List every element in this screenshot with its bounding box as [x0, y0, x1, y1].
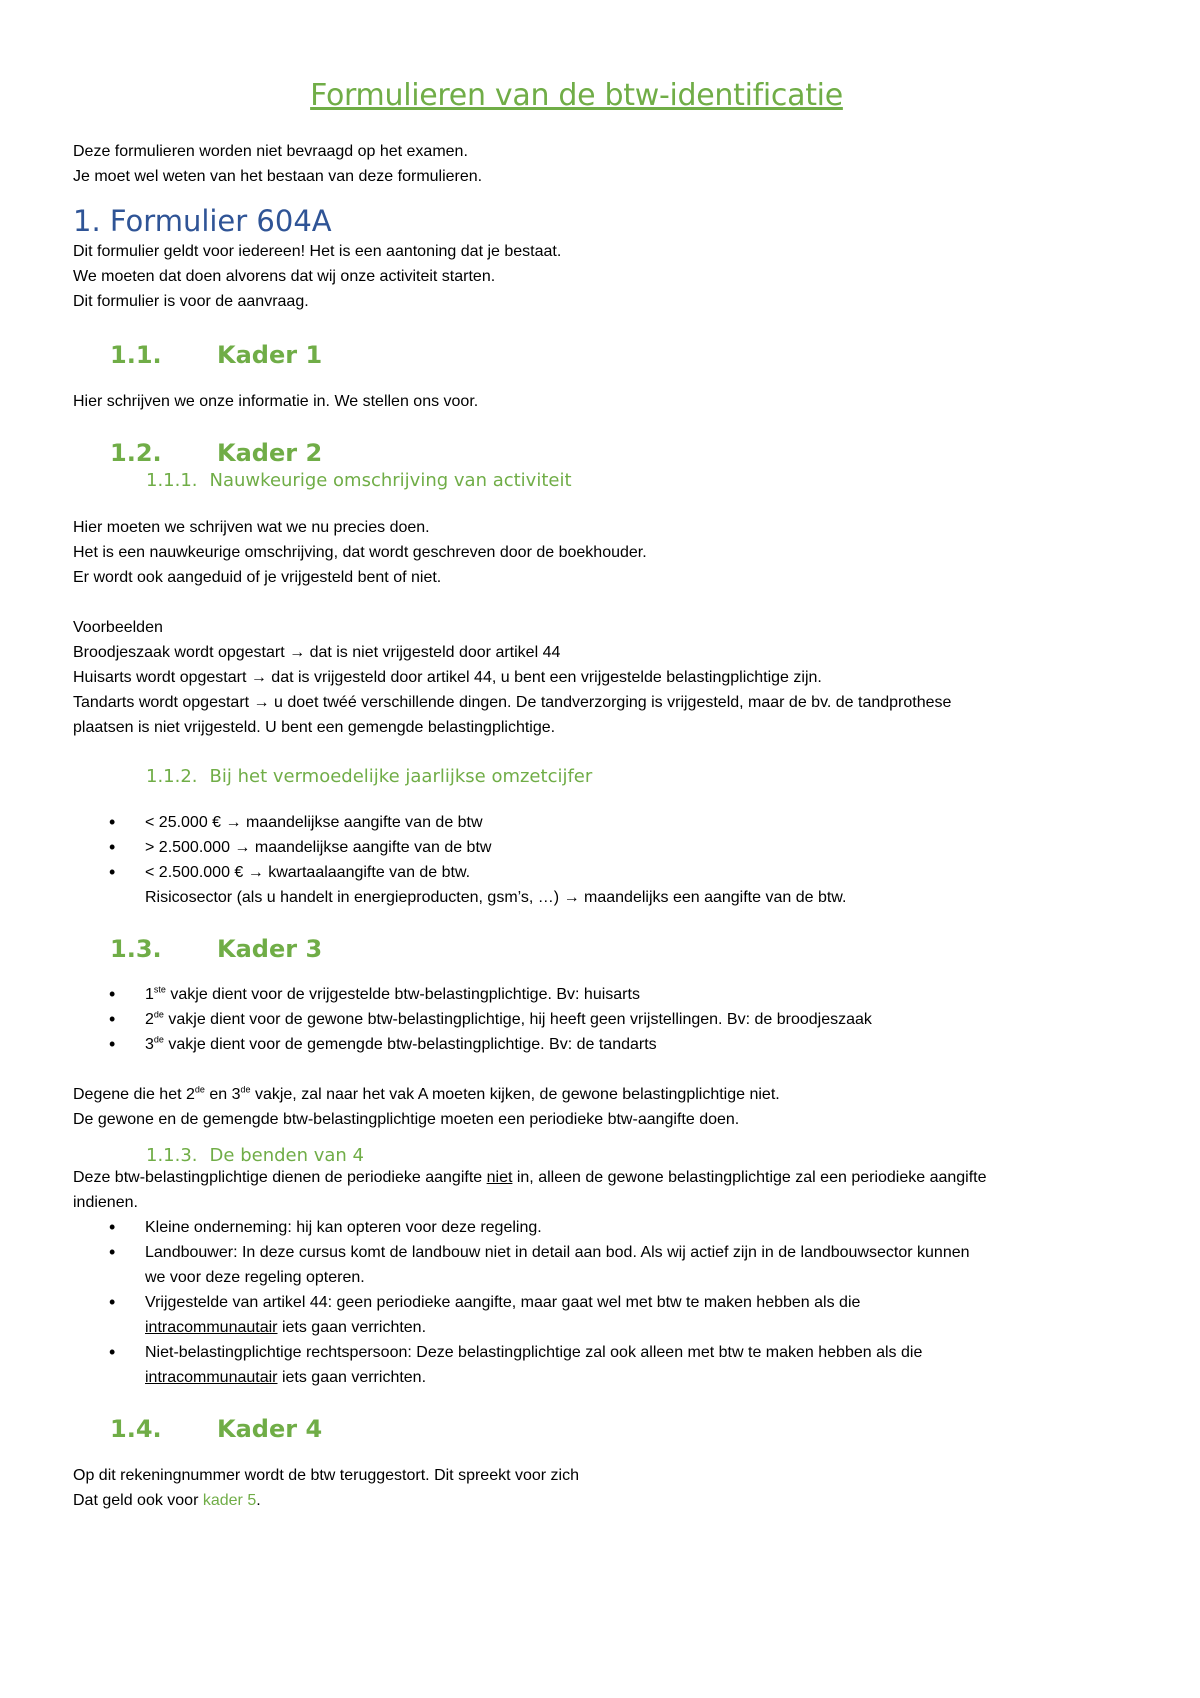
benden-intro-line-1: Deze btw-belastingplichtige dienen de periodieke aangifte niet in, alleen de gewone belastingplichtige zal een periodieke aangifte: [73, 1169, 987, 1186]
heading-number: 1.3.: [110, 935, 162, 963]
subheading-label: Bij het vermoedelijke jaarlijkse omzetcijfer: [209, 766, 593, 787]
vakjes-bullet-list: [73, 982, 1080, 1057]
examples-title: Voorbeelden: [73, 619, 163, 636]
list-item: • > 2.500.000 → maandelijkse aangifte van de btw: [73, 835, 1080, 860]
example-line-2: Huisarts wordt opgestart → dat is vrijgesteld door artikel 44, u bent een vrijgestelde belastingplichtige zijn.: [73, 669, 822, 686]
kader1-text: Hier schrijven we onze informatie in. We stellen ons voor.: [73, 393, 479, 410]
kader4-line-1: Op dit rekeningnummer wordt de btw teruggestort. Dit spreekt voor zich: [73, 1467, 579, 1484]
list-item: • Landbouwer: In deze cursus komt de landbouw niet in detail aan bod. Als wij actief zijn in de landbouwsector kunnen we voor deze regeling opteren.: [73, 1240, 1080, 1290]
risicosector-line: Risicosector (als u handelt in energieproducten, gsm’s, …) → maandelijks een aangifte van de btw.: [145, 889, 847, 906]
list-item: • < 25.000 € → maandelijkse aangifte van de btw: [73, 810, 1080, 835]
omzet-bullet-list: [73, 810, 1080, 885]
intro-line-2: Je moet wel weten van het bestaan van deze formulieren.: [73, 168, 483, 185]
benden-bullet-list: [73, 1215, 1080, 1390]
heading-label: Kader 2: [217, 439, 323, 467]
section1-line-3: Dit formulier is voor de aanvraag.: [73, 293, 309, 310]
kader2-line-2: Het is een nauwkeurige omschrijving, dat wordt geschreven door de boekhouder.: [73, 544, 647, 561]
example-line-4: plaatsen is niet vrijgesteld. U bent een gemengde belastingplichtige.: [73, 719, 556, 736]
section-heading-formulier-604a: 1. Formulier 604A: [73, 204, 332, 238]
heading-number: 1.4.: [110, 1415, 162, 1443]
heading-number: 1.2.: [110, 439, 162, 467]
subheading-omzetcijfer: [146, 764, 1080, 790]
heading-kader-3: [110, 934, 1080, 964]
subheading-number: 1.1.3.: [146, 1145, 198, 1166]
heading-kader-2: [110, 438, 1080, 468]
benden-intro-line-2: indienen.: [73, 1194, 138, 1211]
subheading-number: 1.1.2.: [146, 766, 198, 787]
kader3-line-1: Degene die het 2de en 3de vakje, zal naar het vak A moeten kijken, de gewone belastingplichtige niet.: [73, 1084, 780, 1103]
kader4-line-2: Dat geld ook voor kader 5.: [73, 1492, 261, 1509]
list-item: • < 2.500.000 € → kwartaalaangifte van de btw.: [73, 860, 1080, 885]
kader2-line-3: Er wordt ook aangeduid of je vrijgesteld bent of niet.: [73, 569, 442, 586]
subheading-number: 1.1.1.: [146, 470, 198, 491]
heading-number: 1.1.: [110, 341, 162, 369]
section1-line-1: Dit formulier geldt voor iedereen! Het is een aantoning dat je bestaat.: [73, 243, 562, 260]
section1-line-2: We moeten dat doen alvorens dat wij onze activiteit starten.: [73, 268, 496, 285]
kader2-line-1: Hier moeten we schrijven wat we nu precies doen.: [73, 519, 430, 536]
list-item: • Kleine onderneming: hij kan opteren voor deze regeling.: [73, 1215, 1080, 1240]
heading-kader-4: [110, 1414, 1080, 1444]
list-item: • 1ste vakje dient voor de vrijgestelde btw-belastingplichtige. Bv: huisarts: [73, 982, 1080, 1007]
example-line-1: Broodjeszaak wordt opgestart → dat is niet vrijgesteld door artikel 44: [73, 644, 561, 661]
intro-line-1: Deze formulieren worden niet bevraagd op het examen.: [73, 143, 468, 160]
heading-label: Kader 4: [217, 1415, 323, 1443]
kader3-line-2: De gewone en de gemengde btw-belastingplichtige moeten een periodieke btw-aangifte doen.: [73, 1111, 740, 1128]
heading-label: Kader 3: [217, 935, 323, 963]
list-item: • Niet-belastingplichtige rechtspersoon: Deze belastingplichtige zal ook alleen met btw te maken hebben als die intracommunautair iets gaan verrichten.: [73, 1340, 1080, 1390]
list-item: • Vrijgestelde van artikel 44: geen periodieke aangifte, maar gaat wel met btw te maken hebben als die intracommunautair iets gaan verrichten.: [73, 1290, 1080, 1340]
heading-kader-1: [110, 340, 1080, 370]
example-line-3: Tandarts wordt opgestart → u doet twéé verschillende dingen. De tandverzorging is vrijgesteld, maar de bv. de tandprothese: [73, 694, 952, 711]
subheading-label: De benden van 4: [209, 1145, 364, 1166]
document-title: Formulieren van de btw-identificatie: [310, 78, 843, 113]
list-item: • 3de vakje dient voor de gemengde btw-belastingplichtige. Bv: de tandarts: [73, 1032, 1080, 1057]
heading-label: Kader 1: [217, 341, 323, 369]
subheading-nauwkeurige-omschrijving: [146, 468, 1080, 494]
subheading-label: Nauwkeurige omschrijving van activiteit: [209, 470, 572, 491]
kader-5-reference: kader 5: [202, 1492, 257, 1509]
list-item: • 2de vakje dient voor de gewone btw-belastingplichtige, hij heeft geen vrijstellingen. Bv: de broodjeszaak: [73, 1007, 1080, 1032]
